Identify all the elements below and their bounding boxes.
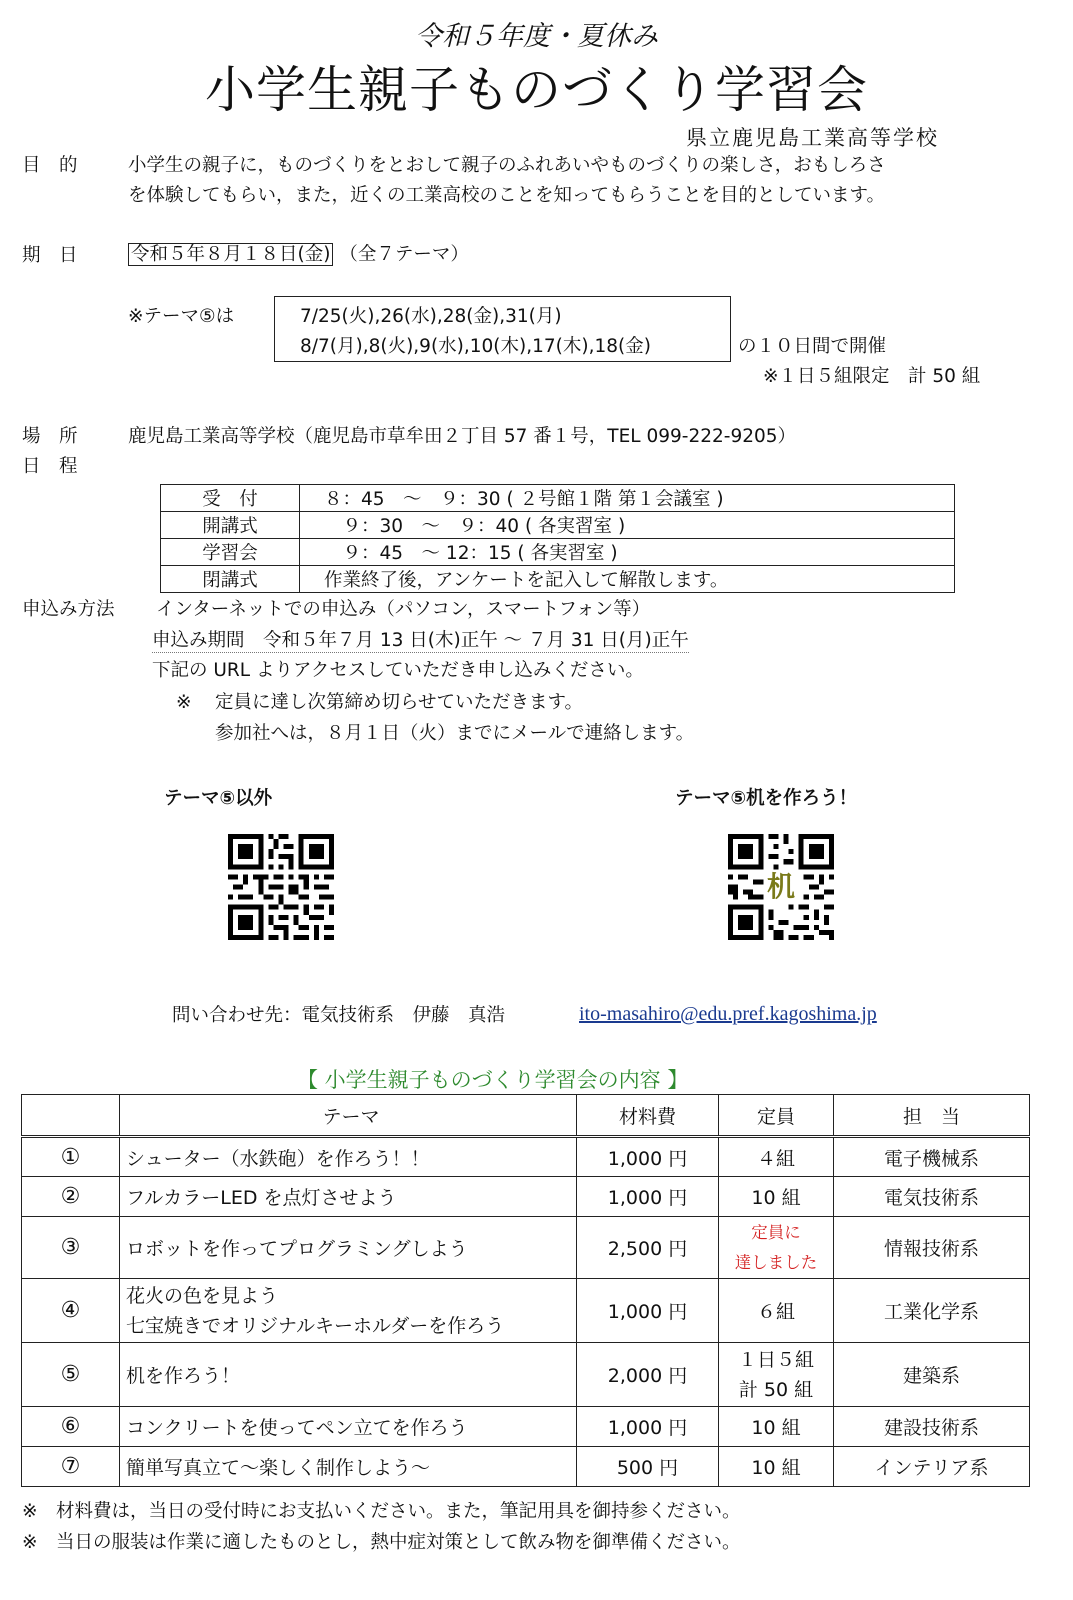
contact-email[interactable]: ito-masahiro@edu.pref.kagoshima.jp: [579, 1003, 877, 1025]
row-theme: シューター（水鉄砲）を作ろう！！: [120, 1137, 577, 1177]
row-capacity: 10 組: [719, 1407, 834, 1447]
row-num: ③: [22, 1217, 120, 1279]
header-theme: テーマ: [120, 1095, 577, 1137]
schedule-table: [160, 484, 955, 593]
contact-email-link[interactable]: [579, 1003, 877, 1026]
schedule-row: [161, 485, 955, 512]
schedule-row: [161, 566, 955, 593]
qr-code-general[interactable]: [228, 834, 334, 940]
qr-code-theme5[interactable]: [728, 834, 834, 940]
row-theme: [120, 1279, 577, 1343]
date-label: 期 日: [22, 245, 78, 266]
date-line: [128, 244, 469, 266]
footnote-1: ※ 材料費は，当日の受付時にお支払いください。また，筆記用具を御持参ください。: [22, 1501, 741, 1522]
row-capacity: 10 組: [719, 1177, 834, 1217]
header-cost: 材料費: [577, 1095, 719, 1137]
table-row: [22, 1217, 1030, 1279]
footnote-2: ※ 当日の服装は作業に適したものとし，熱中症対策として飲み物を御準備ください。: [22, 1532, 741, 1553]
row-theme: 机を作ろう！: [120, 1343, 577, 1407]
row-cost: 2,000 円: [577, 1343, 719, 1407]
theme5-prefix: ※テーマ⑤は: [128, 306, 235, 327]
row-dept: 情報技術系: [834, 1217, 1030, 1279]
schedule-label: 日 程: [22, 456, 78, 477]
qr-left-label: テーマ⑤以外: [164, 788, 273, 809]
row-theme: コンクリートを使ってペン立てを作ろう: [120, 1407, 577, 1447]
table-row: [22, 1447, 1030, 1487]
purpose-label: 目 的: [22, 155, 78, 176]
event-subtitle: 令和５年度・夏休み: [415, 21, 658, 52]
row-cost: 1,000 円: [577, 1137, 719, 1177]
schedule-row: [161, 539, 955, 566]
table-row: [22, 1343, 1030, 1407]
content-table-header: [22, 1095, 1030, 1137]
application-note-2: 参加社へは，８月１日（火）までにメールで連絡します。: [215, 723, 695, 744]
row-num: ④: [22, 1279, 120, 1343]
header-num: [22, 1095, 120, 1137]
application-note-1: 定員に達し次第締め切らせていただきます。: [215, 692, 583, 713]
row-cost: 500 円: [577, 1447, 719, 1487]
table-row: [22, 1137, 1030, 1177]
application-note-mark: ※: [176, 692, 192, 713]
row-num: ⑥: [22, 1407, 120, 1447]
table-row: [22, 1407, 1030, 1447]
row-cost: 1,000 円: [577, 1177, 719, 1217]
row-capacity-full: [719, 1217, 834, 1279]
schedule-detail: ８：45 ～ ９：30 ( ２号館１階 第１会議室 ): [300, 485, 955, 512]
purpose-line-1: 小学生の親子に，ものづくりをとおして親子のふれあいやものづくりの楽しさ，おもしろさ: [128, 155, 886, 176]
row-dept: インテリア系: [834, 1447, 1030, 1487]
capacity-line-2: 計 50 組: [738, 1378, 814, 1401]
theme5-dates-line-1: 7/25(火),26(水),28(金),31(月): [300, 306, 562, 327]
header-dept: 担 当: [834, 1095, 1030, 1137]
row-theme: フルカラーLED を点灯させよう: [120, 1177, 577, 1217]
row-theme-line-1: 花火の色を見よう: [126, 1284, 279, 1307]
schedule-detail: 作業終了後，アンケートを記入して解散します。: [300, 566, 955, 593]
row-num: ⑤: [22, 1343, 120, 1407]
row-theme: 簡単写真立て～楽しく制作しよう～: [120, 1447, 577, 1487]
application-method: インターネットでの申込み（パソコン，スマートフォン等）: [156, 599, 651, 620]
row-dept: 建築系: [834, 1343, 1030, 1407]
theme5-dates-suffix: の１０日間で開催: [738, 336, 887, 357]
table-row: [22, 1279, 1030, 1343]
row-theme-line-2: 七宝焼きでオリジナルキーホルダーを作ろう: [126, 1314, 505, 1337]
row-cost: 1,000 円: [577, 1279, 719, 1343]
content-table: [21, 1094, 1030, 1487]
schedule-name: 受 付: [161, 485, 300, 512]
purpose-line-2: を体験してもらい，また，近くの工業高校のことを知ってもらうことを目的としています。: [128, 185, 886, 206]
schedule-name: 学習会: [161, 539, 300, 566]
row-cost: 2,500 円: [577, 1217, 719, 1279]
row-num: ②: [22, 1177, 120, 1217]
schedule-name: 開講式: [161, 512, 300, 539]
theme-count: （全７テーマ）: [339, 244, 469, 265]
row-cost: 1,000 円: [577, 1407, 719, 1447]
row-dept: 工業化学系: [834, 1279, 1030, 1343]
row-num: ①: [22, 1137, 120, 1177]
place-label: 場 所: [22, 426, 78, 447]
row-dept: 建設技術系: [834, 1407, 1030, 1447]
qr-right-label: テーマ⑤机を作ろう！: [675, 788, 858, 809]
application-period: 申込み期間 令和５年７月 13 日(木)正午 ～ ７月 31 日(月)正午: [152, 630, 689, 651]
row-capacity: [719, 1343, 834, 1407]
row-dept: 電子機械系: [834, 1137, 1030, 1177]
row-dept: 電気技術系: [834, 1177, 1030, 1217]
row-theme: ロボットを作ってプログラミングしよう: [120, 1217, 577, 1279]
capacity-line-1: １日５組: [737, 1348, 814, 1371]
header-capacity: 定員: [719, 1095, 834, 1137]
row-capacity: 10 組: [719, 1447, 834, 1487]
contact-label: 問い合わせ先：電気技術系 伊藤 真浩: [172, 1005, 506, 1026]
school-name: 県立鹿児島工業高等学校: [686, 126, 939, 150]
place-text: 鹿児島工業高等学校（鹿児島市草牟田２丁目 57 番１号，TEL 099-222-9205）: [128, 426, 797, 447]
schedule-detail: ９：30 ～ ９：40 ( 各実習室 ): [300, 512, 955, 539]
event-date: 令和５年８月１８日(金): [128, 243, 333, 266]
schedule-name: 閉講式: [161, 566, 300, 593]
theme5-limit-note: ※１日５組限定 計 50 組: [763, 366, 981, 387]
schedule-detail: ９：45 ～ 12：15 ( 各実習室 ): [300, 539, 955, 566]
event-title: 小学生親子ものづくり学習会: [205, 61, 868, 119]
row-num: ⑦: [22, 1447, 120, 1487]
application-url-note: 下記の URL よりアクセスしていただき申し込みください。: [152, 660, 644, 681]
capacity-full-line-1: 定員に: [751, 1222, 801, 1242]
theme5-dates-line-2: 8/7(月),8(火),9(水),10(木),17(木),18(金): [300, 336, 651, 357]
application-label: 申込み方法: [22, 599, 115, 620]
qr-center-desk-glyph: 机: [764, 870, 798, 904]
row-capacity: ４組: [719, 1137, 834, 1177]
schedule-row: [161, 512, 955, 539]
table-row: [22, 1177, 1030, 1217]
row-capacity: ６組: [719, 1279, 834, 1343]
capacity-full-line-2: 達しました: [734, 1252, 818, 1272]
content-table-title: 【 小学生親子ものづくり学習会の内容 】: [297, 1068, 689, 1092]
